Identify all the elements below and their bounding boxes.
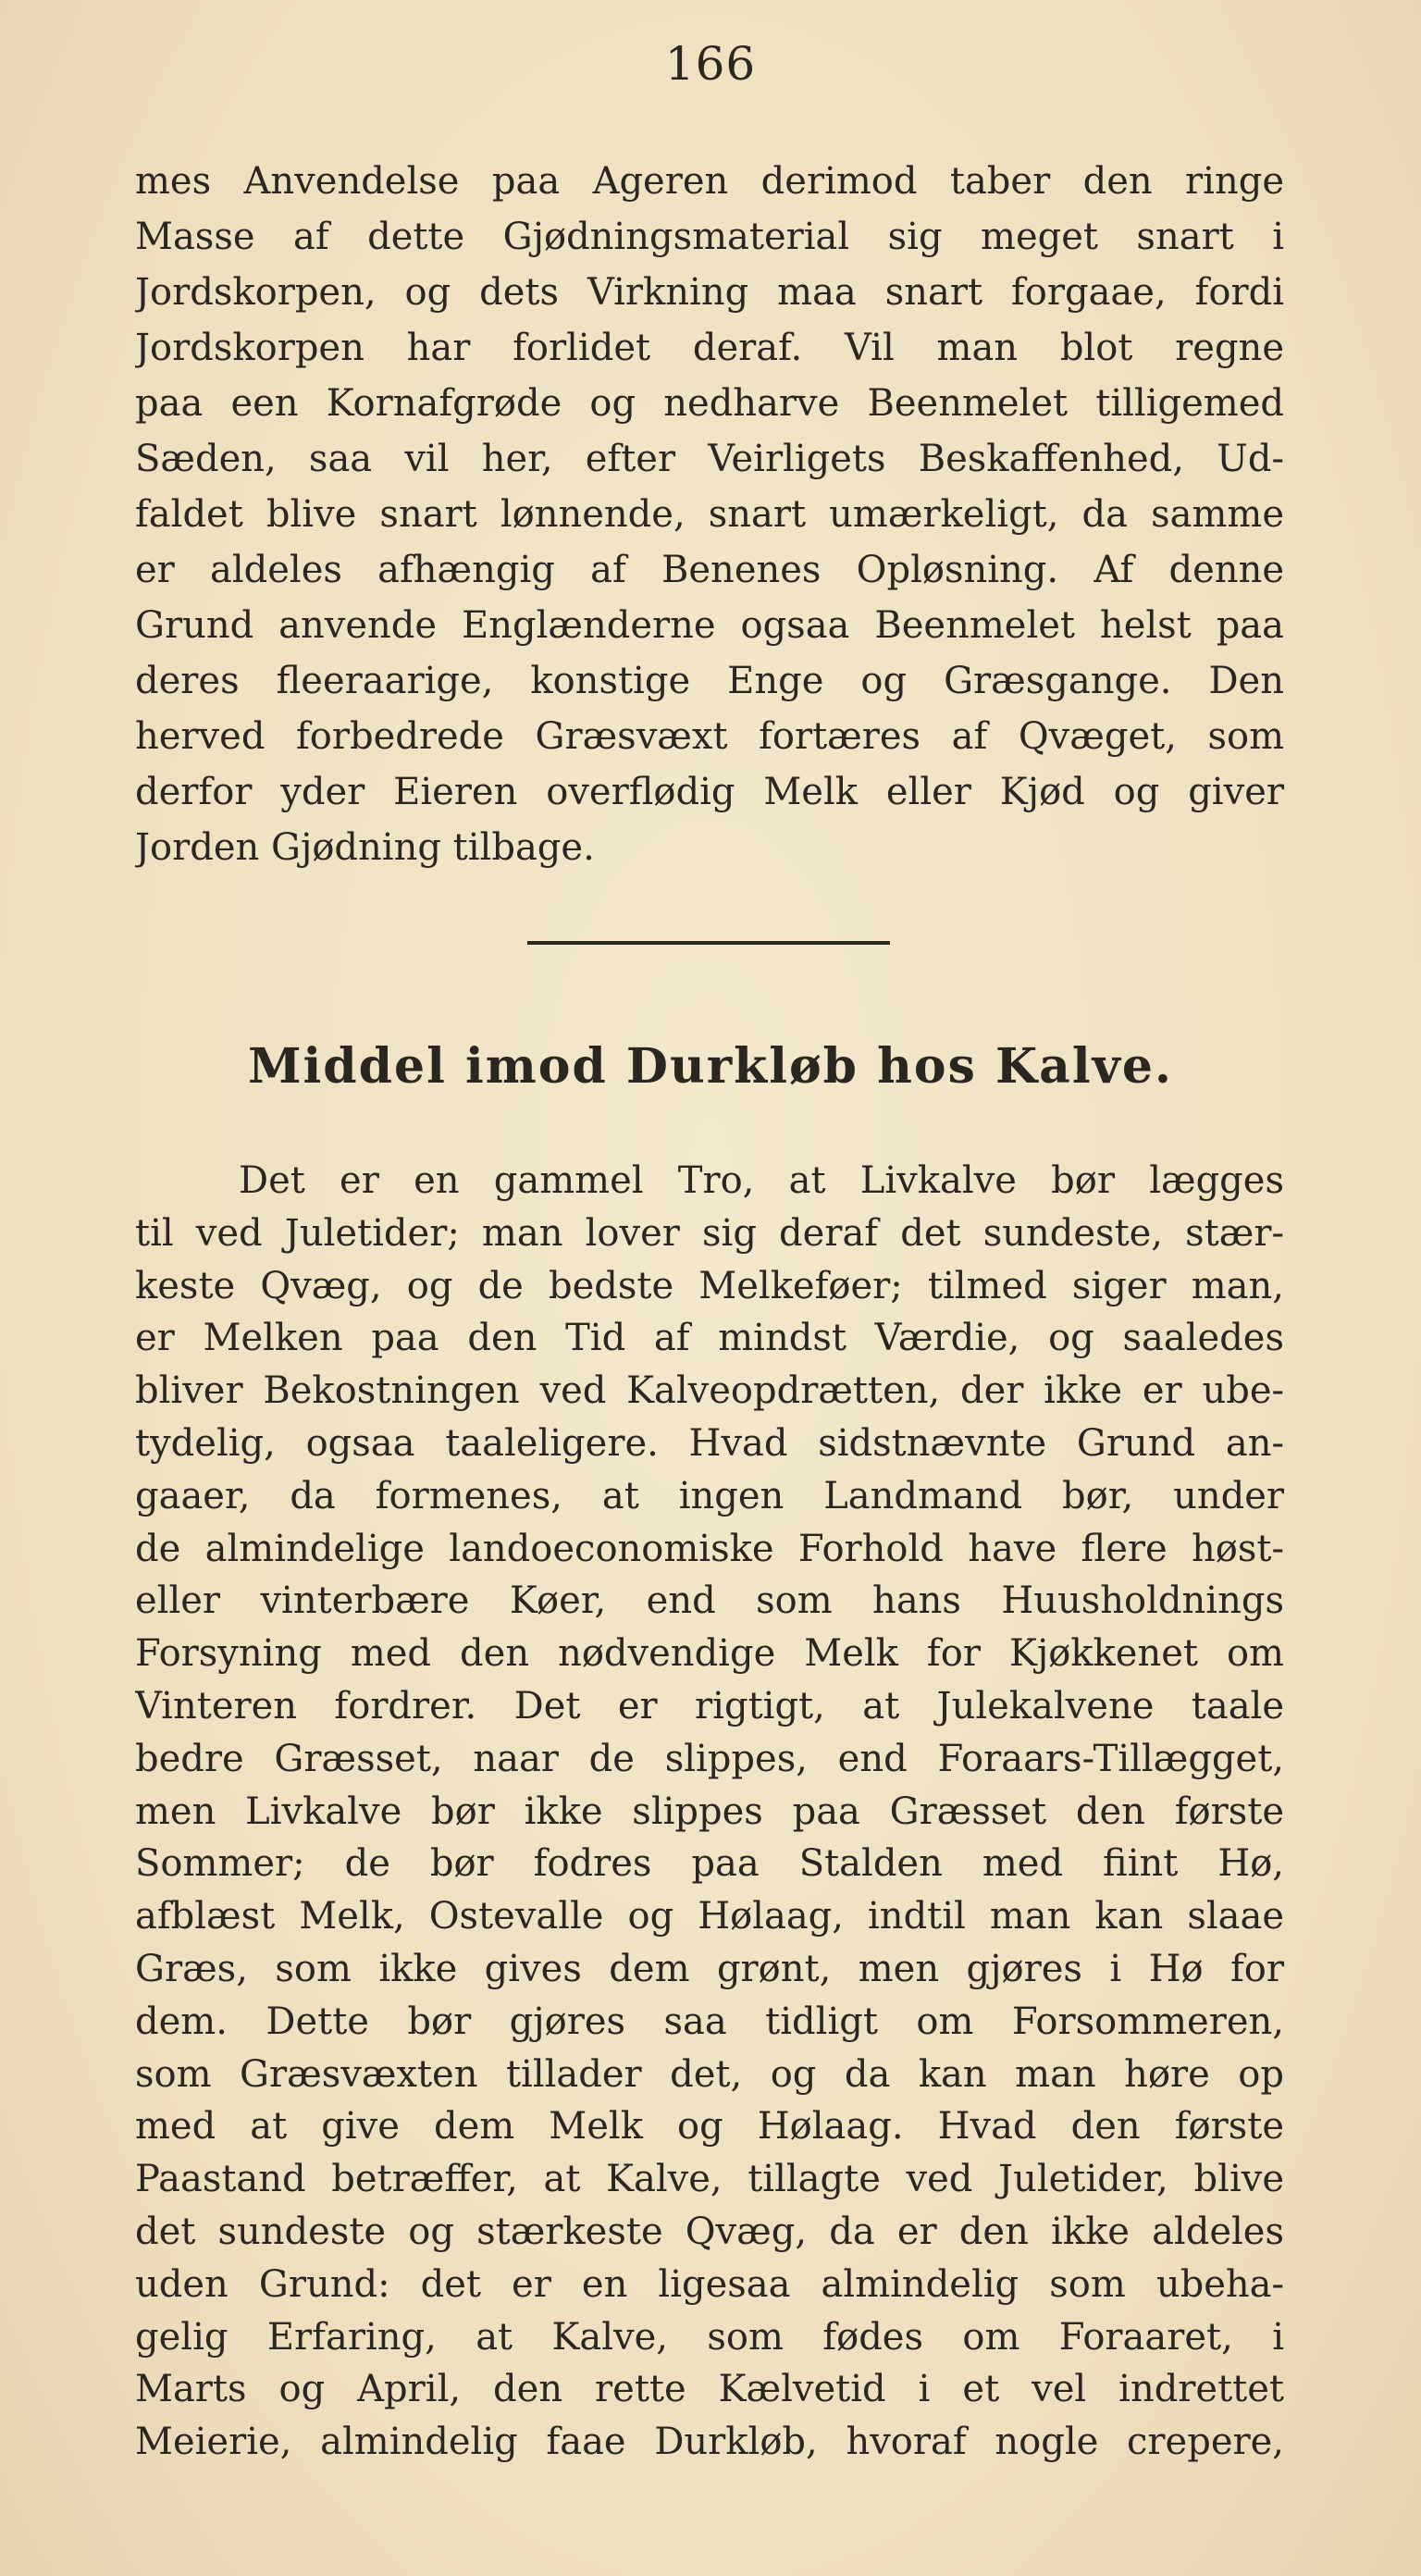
text-line: gelig Erfaring, at Kalve, som fødes om Foraaret, i xyxy=(135,2315,1284,2359)
text-line: Græs, som ikke gives dem grønt, men gjøres i Hø for xyxy=(135,1947,1284,1990)
text-line: tydelig, ogsaa taaleligere. Hvad sidstnævnte Grund an- xyxy=(135,1421,1284,1465)
text-line: faldet blive snart lønnende, snart umærkeligt, da samme xyxy=(135,493,1284,536)
paragraph-top xyxy=(135,154,1284,875)
text-line: Paastand betræffer, at Kalve, tillagte ved Juletider, blive xyxy=(135,2158,1284,2201)
text-line: bliver Bekostningen ved Kalveopdrætten, der ikke er ube- xyxy=(135,1369,1284,1413)
text-line: Jordskorpen har forlidet deraf. Vil man blot regne xyxy=(135,327,1284,369)
text-line: keste Qvæg, og de bedste Melkeføer; tilmed siger man, xyxy=(135,1264,1284,1307)
page-number: 166 xyxy=(664,37,757,91)
text-line: Vinteren fordrer. Det er rigtigt, at Julekalvene taale xyxy=(135,1684,1284,1728)
text-line: Marts og April, den rette Kælvetid i et vel indrettet xyxy=(135,2368,1284,2411)
text-line: gaaer, da formenes, at ingen Landmand bør, under xyxy=(135,1474,1284,1517)
text-line: Jorden Gjødning tilbage. xyxy=(135,826,595,869)
text-line: herved forbedrede Græsvæxt fortæres af Qvæget, som xyxy=(135,715,1284,758)
text-line: er aldeles afhængig af Benenes Opløsning. Af denne xyxy=(135,549,1284,591)
text-line: til ved Juletider; man lover sig deraf det sundeste, stær- xyxy=(135,1211,1284,1255)
text-line: mes Anvendelse paa Ageren derimod taber den ringe xyxy=(135,160,1284,203)
text-line: Sommer; de bør fodres paa Stalden med fiint Hø, xyxy=(135,1842,1284,1886)
text-line: Meierie, almindelig faae Durkløb, hvoraf nogle crepere, xyxy=(135,2421,1284,2464)
text-line: som Græsvæxten tillader det, og da kan man høre op xyxy=(135,2052,1284,2096)
text-line: eller vinterbære Køer, end som hans Huusholdnings xyxy=(135,1579,1284,1623)
paragraph-bottom xyxy=(135,1155,1284,2469)
text-line: Forsyning med den nødvendige Melk for Kjøkkenet om xyxy=(135,1632,1284,1676)
text-line: Det er en gammel Tro, at Livkalve bør lægges xyxy=(239,1159,1284,1202)
text-line: med at give dem Melk og Hølaag. Hvad den første xyxy=(135,2105,1284,2149)
text-line: er Melken paa den Tid af mindst Værdie, og saaledes xyxy=(135,1317,1284,1360)
text-line: Masse af dette Gjødningsmaterial sig meget snart i xyxy=(135,216,1284,258)
text-line: deres fleeraarige, konstige Enge og Græsgange. Den xyxy=(135,660,1284,702)
text-line: afblæst Melk, Ostevalle og Hølaag, indtil man kan slaae xyxy=(135,1895,1284,1938)
text-line: det sundeste og stærkeste Qvæg, da er den ikke aldeles xyxy=(135,2210,1284,2253)
text-line: derfor yder Eieren overflødig Melk eller Kjød og giver xyxy=(135,771,1284,813)
text-line: dem. Dette bør gjøres saa tidligt om Forsommeren, xyxy=(135,2000,1284,2043)
text-line: paa een Kornafgrøde og nedharve Beenmelet tilligemed xyxy=(135,382,1284,425)
section-heading: Middel imod Durkløb hos Kalve. xyxy=(247,1038,1174,1095)
text-line: uden Grund: det er en ligesaa almindelig som ubeha- xyxy=(135,2262,1284,2306)
text-line: bedre Græsset, naar de slippes, end Foraars-Tillægget, xyxy=(135,1737,1284,1780)
text-line: Sæden, saa vil her, efter Veirligets Beskaffenhed, Ud- xyxy=(135,438,1284,480)
text-line: men Livkalve bør ikke slippes paa Græsset den første xyxy=(135,1790,1284,1833)
text-line: Jordskorpen, og dets Virkning maa snart forgaae, fordi xyxy=(135,271,1284,314)
text-line: Grund anvende Englænderne ogsaa Beenmelet helst paa xyxy=(135,604,1284,647)
text-line: de almindelige landoeconomiske Forhold have flere høst- xyxy=(135,1527,1284,1570)
section-divider xyxy=(527,941,890,945)
